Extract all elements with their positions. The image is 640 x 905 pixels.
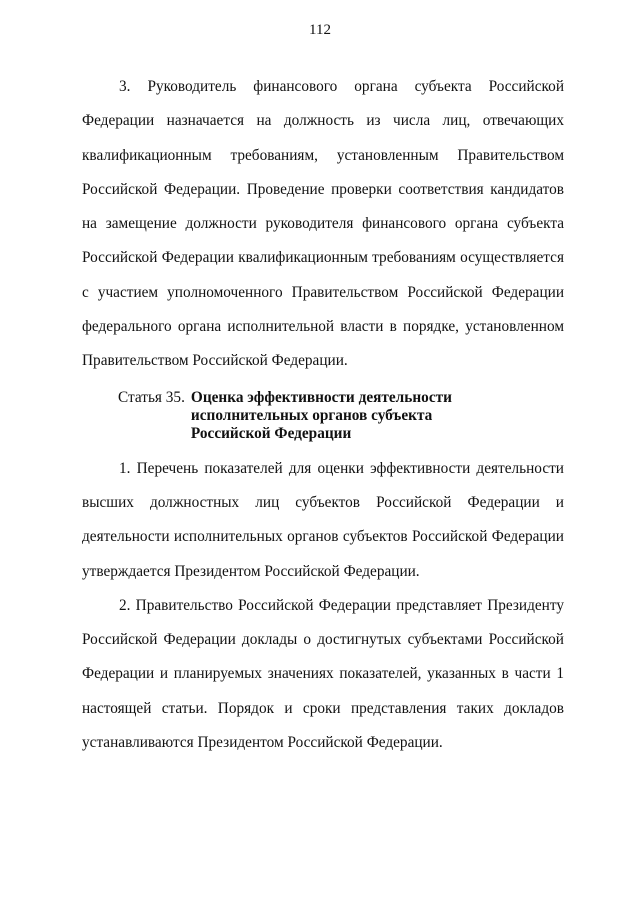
article-title-line: Оценка эффективности деятельности <box>190 388 452 406</box>
page-number: 112 <box>309 22 331 38</box>
article-number: Статья 35. <box>118 388 185 406</box>
article-title <box>191 389 452 443</box>
article-title-line: исполнительных органов субъекта <box>190 406 433 424</box>
paragraph-financial-head: 3. Руководитель финансового органа субъекта Российской Федерации назначается на должность из числа лиц, отвечающих квалификационным требованиям, установленным Правительством Российской Федерации. Проведение проверки соответствия кандидатов на замещение должности руководителя финансового органа субъекта Российской Федерации квалификационным требованиям осуществляется с участием уполномоченного Правительством Российской Федерации федерального органа исполнительной власти в порядке, установленном Правительством Российской Федерации. <box>82 78 564 370</box>
article-heading <box>82 389 564 443</box>
document-body <box>82 70 564 760</box>
paragraph-government-reports: 2. Правительство Российской Федерации представляет Президенту Российской Федерации доклады о достигнутых субъектами Российской Федерации и планируемых значениях показателей, указанных в части 1 настоящей статьи. Порядок и сроки представления таких докладов устанавливаются Президентом Российской Федерации. <box>82 596 564 752</box>
paragraph-indicators-list: 1. Перечень показателей для оценки эффективности деятельности высших должностных лиц субъектов Российской Федерации и деятельности исполнительных органов субъектов Российской Федерации утверждается Президентом Российской Федерации. <box>82 459 564 580</box>
article-title-line: Российской Федерации <box>190 424 352 442</box>
